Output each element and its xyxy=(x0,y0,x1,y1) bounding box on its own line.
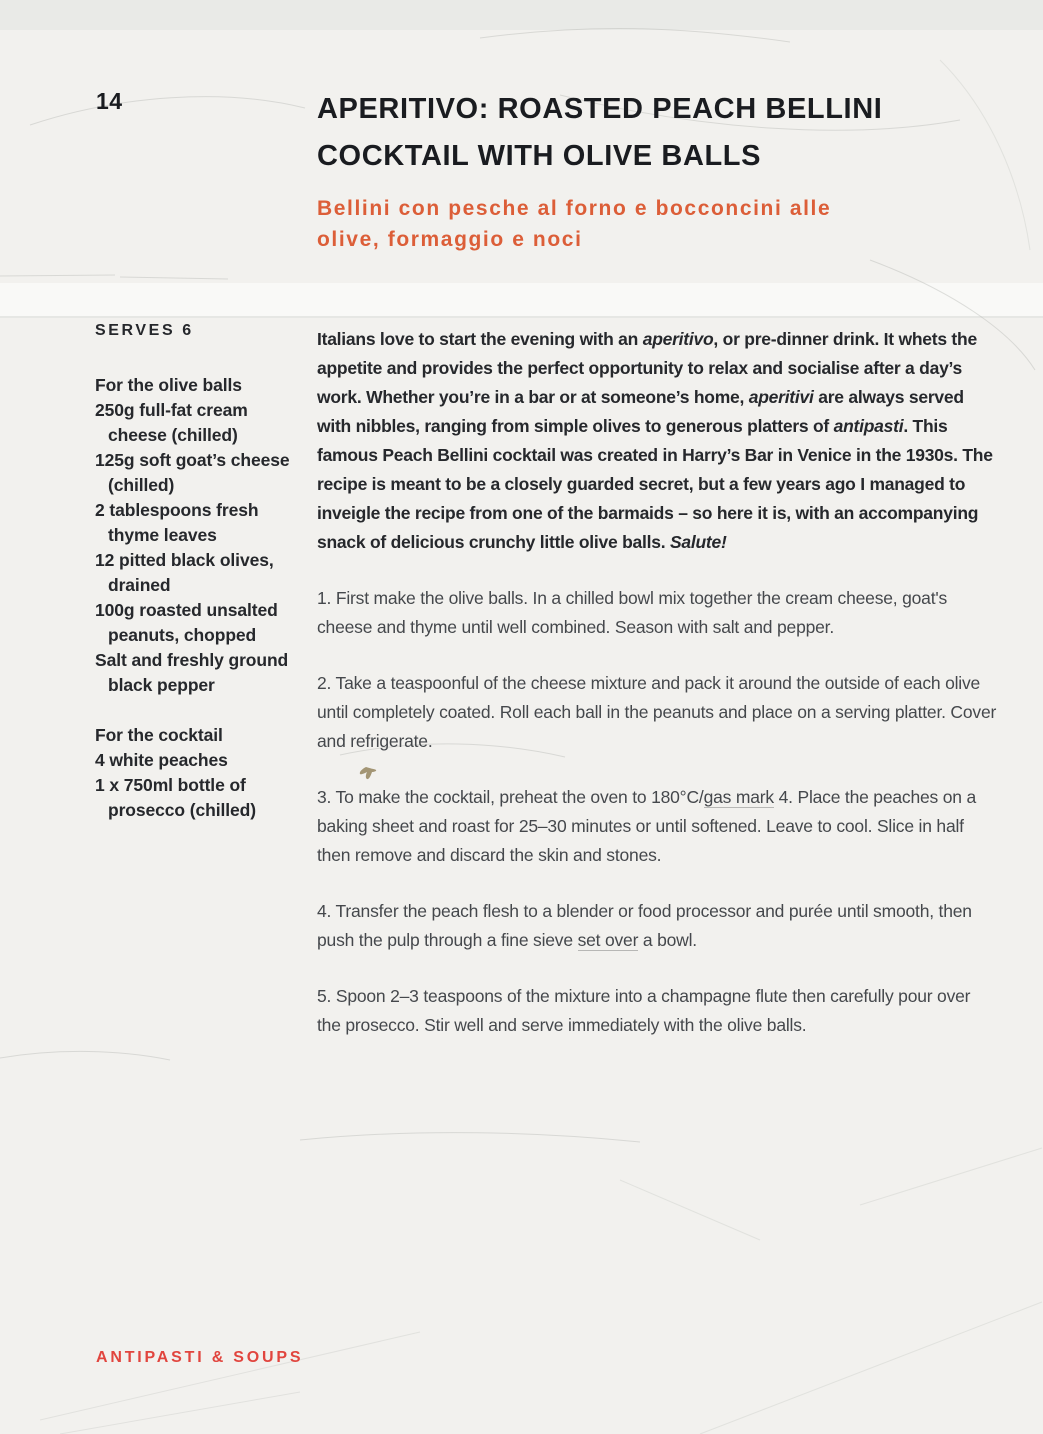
step-paragraph-5: 5. Spoon 2–3 teaspoons of the mixture into a champagne flute then carefully pour over the prosecco. Stir well and serve immediately with the olive balls. xyxy=(317,986,971,1035)
ingredient-list xyxy=(95,398,307,698)
ingredient-group-olive-balls xyxy=(95,373,307,698)
recipe-title-line: APERITIVO: ROASTED PEACH BELLINI xyxy=(317,93,883,125)
section-footer: ANTIPASTI & SOUPS xyxy=(96,1349,304,1366)
ingredient-item: 125g soft goat’s cheese (chilled) xyxy=(95,450,290,495)
ingredients-sidebar xyxy=(95,322,307,848)
step-paragraph-1: 1. First make the olive balls. In a chilled bowl mix together the cream cheese, goat's cheese and thyme until well combined. Season with salt and pepper. xyxy=(317,588,948,637)
ingredient-item: 4 white peaches xyxy=(95,750,228,770)
recipe-body xyxy=(317,325,997,1067)
serves-label: SERVES 6 xyxy=(95,322,194,339)
ingredient-group-title: For the olive balls xyxy=(95,375,242,395)
recipe-subtitle-line: Bellini con pesche al forno e bocconcini alle xyxy=(317,197,832,220)
step-paragraph-3: 3. To make the cocktail, preheat the oven to 180°C/gas mark 4. Place the peaches on a baking sheet and roast for 25–30 minutes or until softened. Leave to cool. Slice in half then remove and discard the skin and stones. xyxy=(317,787,976,865)
step-paragraph-2: 2. Take a teaspoonful of the cheese mixture and pack it around the outside of each olive until completely coated. Roll each ball in the peanuts and place on a serving platter. Cover and refrigerate. xyxy=(317,673,997,751)
scan-tone-band-edge xyxy=(0,316,1043,318)
recipe-header xyxy=(317,86,1007,255)
recipe-title xyxy=(317,86,1007,180)
recipe-subtitle-italian xyxy=(317,193,1007,255)
ingredient-item: 2 tablespoons fresh thyme leaves xyxy=(95,500,259,545)
ingredient-item: 250g full-fat cream cheese (chilled) xyxy=(95,400,248,445)
ingredient-item: 100g roasted unsalted peanuts, chopped xyxy=(95,600,278,645)
ingredient-group-title: For the cocktail xyxy=(95,725,223,745)
scan-tone-band-top xyxy=(0,0,1043,30)
intro-paragraph: Italians love to start the evening with an aperitivo, or pre-dinner drink. It whets the appetite and provides the perfect opportunity to relax and socialise after a day’s work. Whether you’re in a bar or at someone’s home, aperitivi are always served with nibbles, ranging from simple olives to generous platters of antipasti. This famous Peach Bellini cocktail was created in Harry’s Bar in Venice in the 1930s. The recipe is meant to be a closely guarded secret, but a few years ago I managed to inveigle the recipe from one of the barmaids – so here it is, with an accompanying snack of delicious crunchy little olive balls. Salute! xyxy=(317,329,993,552)
ingredient-item: 1 x 750ml bottle of prosecco (chilled) xyxy=(95,775,256,820)
step-paragraph-4: 4. Transfer the peach flesh to a blender or food processor and purée until smooth, then push the pulp through a fine sieve set over a bowl. xyxy=(317,901,972,950)
recipe-subtitle-line: olive, formaggio e noci xyxy=(317,228,583,251)
ingredient-item: Salt and freshly ground black pepper xyxy=(95,650,289,695)
ingredient-item: 12 pitted black olives, drained xyxy=(95,550,274,595)
ingredient-group-cocktail xyxy=(95,723,307,823)
page-number: 14 xyxy=(96,88,123,114)
recipe-title-line: COCKTAIL WITH OLIVE BALLS xyxy=(317,140,762,172)
scan-tone-band-middle xyxy=(0,283,1043,316)
ingredient-list xyxy=(95,748,307,823)
